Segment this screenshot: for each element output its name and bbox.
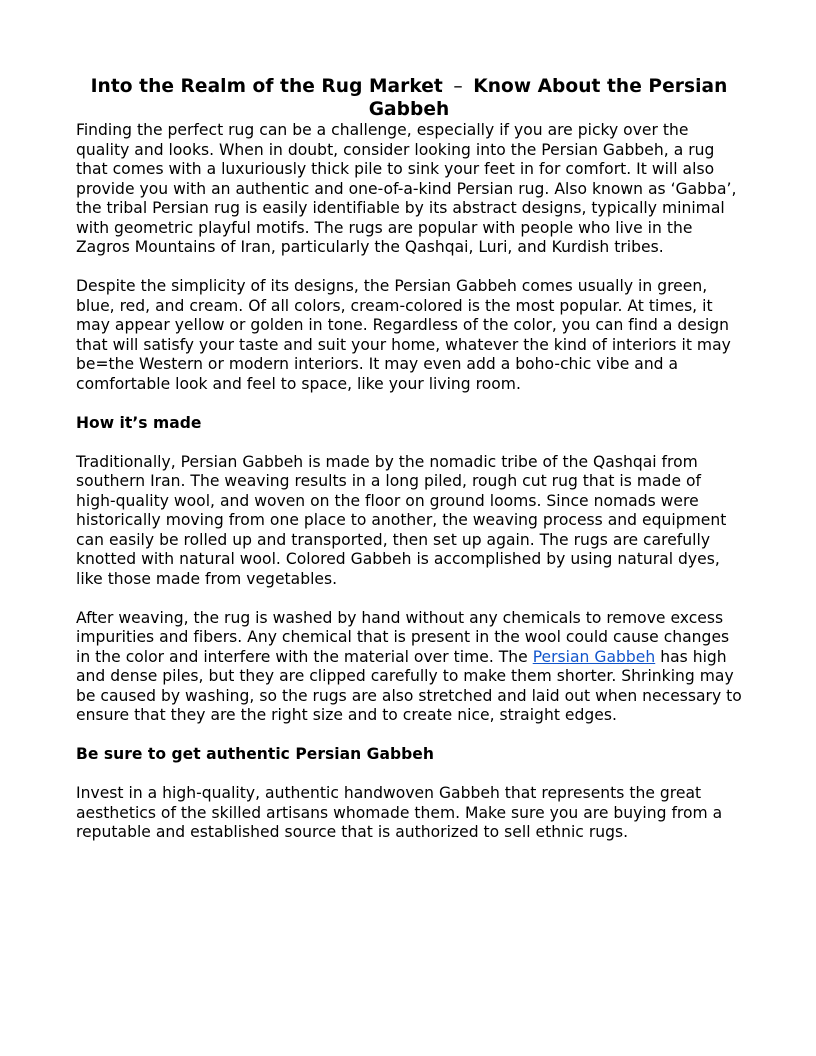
paragraph-traditional: Traditionally, Persian Gabbeh is made by the nomadic tribe of the Qashqai from southern Iran. The weaving results in a long piled, rough cut rug that is made of high-quality wool, and woven on the floor on ground looms. Since nomads were historically moving from one place to another, the weaving process and equipment can easily be rolled up and transported, then set up again. The rugs are carefully knotted with natural wool. Colored Gabbeh is accomplished by using natural dyes, like those made from vegetables. xyxy=(76,452,727,588)
title-part-1: Into the Realm of the Rug Market xyxy=(90,76,443,97)
heading-how-its-made: How it’s made xyxy=(76,413,202,432)
document-page xyxy=(76,75,742,843)
paragraph-spacer xyxy=(76,433,742,453)
title-part-2: Know About the Persian Gabbeh xyxy=(368,76,728,120)
persian-gabbeh-link[interactable]: Persian Gabbeh xyxy=(532,647,656,666)
title-dash: – xyxy=(453,76,463,97)
paragraph-spacer xyxy=(76,258,742,278)
paragraph-after-weaving xyxy=(76,609,742,726)
paragraph-spacer xyxy=(76,726,742,746)
page-title xyxy=(76,75,742,121)
paragraph-spacer xyxy=(76,589,742,609)
paragraph-text-before-link: After weaving, the rug is washed by hand without any chemicals to remove excess impurities and fibers. Any chemical that is present in the wool could cause changes in the color and interfere with the material over time. The xyxy=(76,608,730,666)
paragraph-invest: Invest in a high-quality, authentic handwoven Gabbeh that represents the great aesthetics of the skilled artisans whomade them. Make sure you are buying from a reputable and established source that is authorized to sell ethnic rugs. xyxy=(76,784,723,841)
heading-authentic: Be sure to get authentic Persian Gabbeh xyxy=(76,745,434,763)
paragraph-intro: Finding the perfect rug can be a challenge, especially if you are picky over the quality and looks. When in doubt, consider looking into the Persian Gabbeh, a rug that comes with a luxuriously thick pile to sink your feet in for comfort. It will also provide you with an authentic and one-of-a-kind Persian rug. Also known as ‘Gabba’, the tribal Persian rug is easily identifiable by its abstract designs, typically minimal with geometric playful motifs. The rugs are popular with people who live in the Zagros Mountains of Iran, particularly the Qashqai, Luri, and Kurdish tribes. xyxy=(76,121,737,256)
paragraph-colors: Despite the simplicity of its designs, the Persian Gabbeh comes usually in green, blue, red, and cream. Of all colors, cream-colored is the most popular. At times, it may appear yellow or golden in tone. Regardless of the color, you can find a design that will satisfy your taste and suit your home, whatever the kind of interiors it may be=the Western or modern interiors. It may even add a boho-chic vibe and a comfortable look and feel to space, like your living room. xyxy=(76,277,731,393)
paragraph-spacer xyxy=(76,765,742,785)
paragraph-spacer xyxy=(76,394,742,414)
paragraph-text-after-link: has high and dense piles, but they are clipped carefully to make them shorter. Shrinking may be caused by washing, so the rugs are also stretched and laid out when necessary to ensure that they are the right size and to create nice, straight edges. xyxy=(76,647,742,724)
